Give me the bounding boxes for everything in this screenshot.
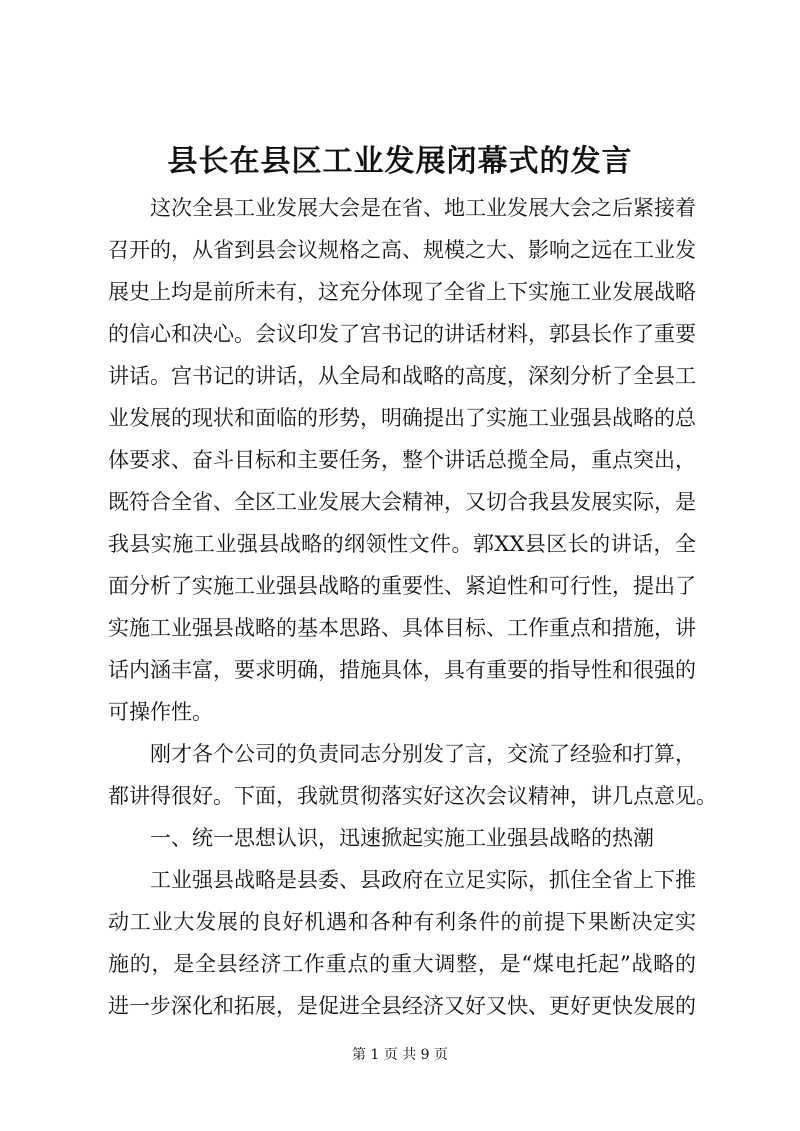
- paragraph-line: 进一步深化和拓展，是促进全县经济又好又快、更好更快发展的: [108, 994, 696, 1018]
- document-title: 县长在县区工业发展闭幕式的发言: [167, 144, 633, 179]
- paragraph-line: 施的，是全县经济工作重点的重大调整，是“煤电托起”战略的: [108, 952, 696, 976]
- paragraph-line: 刚才各个公司的负责同志分别发了言，交流了经验和打算，: [150, 742, 696, 766]
- paragraph-line: 展史上均是前所未有，这充分体现了全省上下实施工业发展战略: [108, 280, 696, 304]
- paragraph-line: 召开的，从省到县会议规格之高、规模之大、影响之远在工业发: [108, 238, 696, 262]
- paragraph-line: 实施工业强县战略的基本思路、具体目标、工作重点和措施，讲: [108, 616, 696, 640]
- paragraph-line: 都讲得很好。下面，我就贯彻落实好这次会议精神，讲几点意见。: [108, 784, 717, 808]
- paragraph-line: 体要求、奋斗目标和主要任务，整个讲话总揽全局，重点突出，: [108, 448, 696, 472]
- paragraph-line: 我县实施工业强县战略的纲领性文件。郭XX县区长的讲话，全: [108, 532, 696, 556]
- paragraph-line: 工业强县战略是县委、县政府在立足实际，抓住全省上下推: [150, 868, 696, 892]
- document-body: [108, 187, 717, 1027]
- paragraph-line: 动工业大发展的良好机遇和各种有利条件的前提下果断决定实: [108, 910, 696, 934]
- page-number-footer: 第 1 页 共 9 页: [351, 1047, 449, 1063]
- paragraph-line: 面分析了实施工业强县战略的重要性、紧迫性和可行性，提出了: [108, 574, 696, 598]
- paragraph-line: 既符合全省、全区工业发展大会精神，又切合我县发展实际，是: [108, 490, 696, 514]
- paragraph-line: 业发展的现状和面临的形势，明确提出了实施工业强县战略的总: [108, 406, 696, 430]
- paragraph-line: 可操作性。: [108, 700, 213, 724]
- paragraph-line: 话内涵丰富，要求明确，措施具体，具有重要的指导性和很强的: [108, 658, 696, 682]
- paragraph-line: 的信心和决心。会议印发了宫书记的讲话材料，郭县长作了重要: [108, 322, 696, 346]
- section-heading: 一、统一思想认识，迅速掀起实施工业强县战略的热潮: [150, 826, 654, 850]
- paragraph-line: 这次全县工业发展大会是在省、地工业发展大会之后紧接着: [150, 196, 696, 220]
- paragraph-line: 讲话。宫书记的讲话，从全局和战略的高度，深刻分析了全县工: [108, 364, 696, 388]
